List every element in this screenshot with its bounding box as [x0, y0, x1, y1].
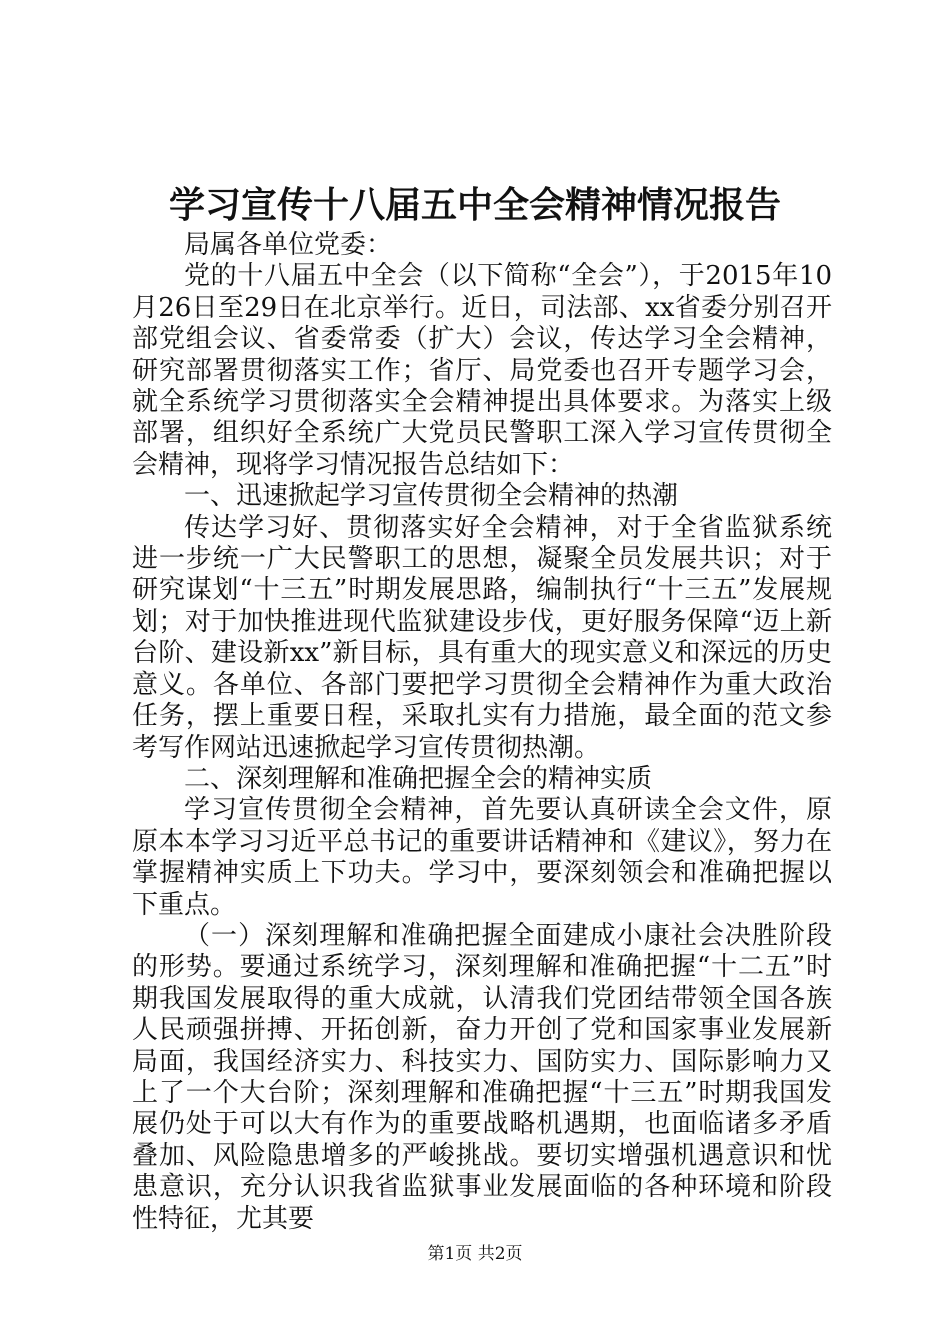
paragraph-section-2: 学习宣传贯彻全会精神，首先要认真研读全会文件，原原本本学习习近平总书记的重要讲话精神和《建议》，努力在掌握精神实质上下功夫。学习中，要深刻领会和准确把握以下重点。	[132, 795, 832, 920]
page-footer: 第1页 共2页	[427, 1244, 523, 1264]
paragraph-subsection-1: （一）深刻理解和准确把握全面建成小康社会决胜阶段的形势。要通过系统学习，深刻理解和准确把握“十二五”时期我国发展取得的重大成就，认清我们党团结带领全国各族人民顽强拼搏、开拓创新，奋力开创了党和国家事业发展新局面，我国经济实力、科技实力、国防实力、国际影响力又上了一个大台阶；深刻理解和准确把握“十三五”时期我国发展仍处于可以大有作为的重要战略机遇期，也面临诸多矛盾叠加、风险隐患增多的严峻挑战。要切实增强机遇意识和忧患意识，充分认识我省监狱事业发展面临的各种环境和阶段性特征，尤其要	[132, 920, 832, 1234]
document-body	[132, 230, 832, 1235]
section-heading-2: 二、深刻理解和准确把握全会的精神实质	[184, 763, 653, 794]
document-title: 学习宣传十八届五中全会精神情况报告	[168, 184, 781, 226]
paragraph-section-1: 传达学习好、贯彻落实好全会精神，对于全省监狱系统进一步统一广大民警职工的思想，凝聚全员发展共识；对于研究谋划“十三五”时期发展思路，编制执行“十三五”发展规划；对于加快推进现代监狱建设步伐，更好服务保障“迈上新台阶、建设新xx”新目标，具有重大的现实意义和深远的历史意义。各单位、各部门要把学习贯彻全会精神作为重大政治任务，摆上重要日程，采取扎实有力措施，最全面的范文参考写作网站迅速掀起学习宣传贯彻热潮。	[132, 512, 832, 763]
paragraph-intro: 党的十八届五中全会（以下简称“全会”），于2015年10月26日至29日在北京举行。近日，司法部、xx省委分别召开部党组会议、省委常委（扩大）会议，传达学习全会精神，研究部署贯彻落实工作；省厅、局党委也召开专题学习会，就全系统学习贯彻落实全会精神提出具体要求。为落实上级部署，组织好全系统广大党员民警职工深入学习宣传贯彻全会精神，现将学习情况报告总结如下：	[132, 261, 832, 480]
salutation: 局属各单位党委：	[184, 230, 393, 260]
section-heading-1: 一、迅速掀起学习宣传贯彻全会精神的热潮	[184, 481, 679, 512]
